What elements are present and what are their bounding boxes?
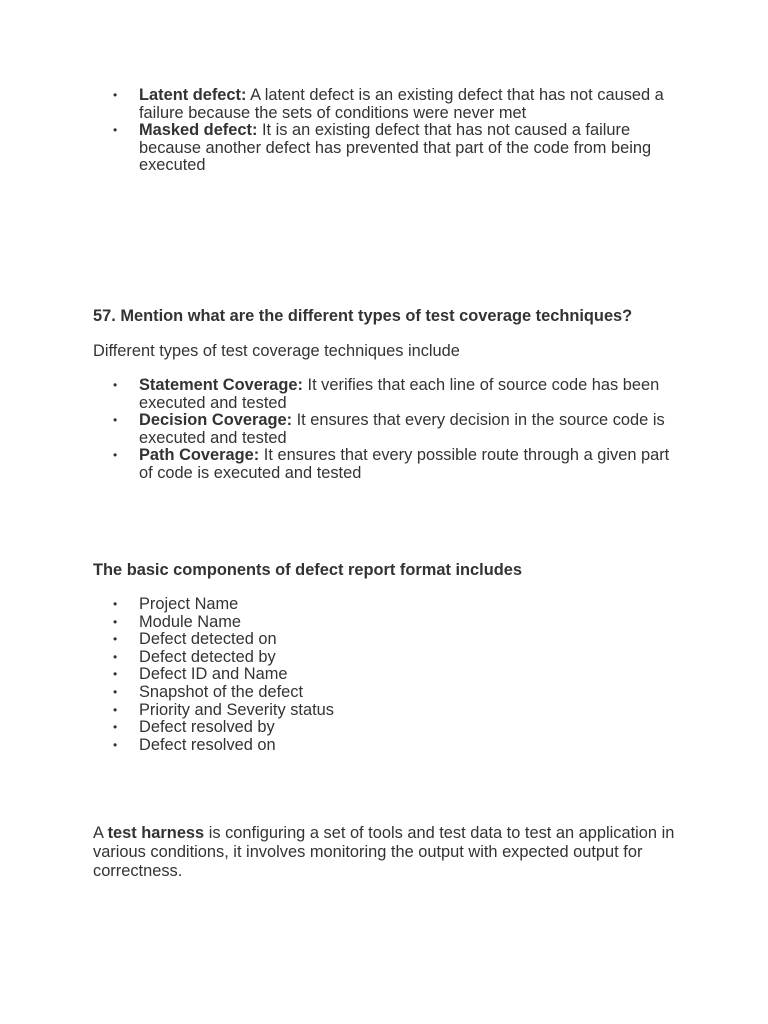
list-item	[93, 412, 673, 447]
list-item	[93, 684, 673, 702]
list-item-term: Statement Coverage:	[139, 376, 303, 394]
list-item-text: Defect detected on	[139, 630, 277, 649]
bullet: •	[113, 649, 118, 664]
list-item	[93, 649, 673, 667]
list-item	[93, 631, 673, 649]
coverage-intro: Different types of test coverage techniques include	[93, 342, 460, 360]
list-item	[93, 122, 673, 175]
bullet: •	[113, 88, 118, 102]
question-57-heading: 57. Mention what are the different types of test coverage techniques?	[93, 307, 633, 325]
harness-prefix: A	[93, 824, 108, 842]
list-item	[93, 702, 673, 720]
list-item-term: Latent defect:	[139, 86, 247, 104]
harness-text: is configuring a set of tools and test data to test an application in various conditions, it involves monitoring the output with expected output for correctness.	[93, 824, 675, 880]
bullet: •	[113, 123, 118, 138]
list-item-term: Masked defect:	[139, 121, 258, 140]
list-item-text: It is an existing defect that has not caused a failure because another defect has prevented that part of the code from being executed	[139, 121, 652, 175]
list-item-text: Project Name	[139, 595, 239, 613]
list-item-text: Defect ID and Name	[139, 665, 288, 684]
defect-report-heading: The basic components of defect report format includes	[93, 561, 522, 579]
list-item	[93, 719, 673, 737]
list-item-text: A latent defect is an existing defect that has not caused a failure because the sets of conditions were never met	[139, 86, 664, 122]
defect-types-list	[93, 87, 673, 175]
list-item	[93, 666, 673, 684]
defect-report-list	[93, 596, 673, 754]
list-item	[93, 447, 673, 482]
list-item	[93, 377, 673, 412]
list-item-text: Snapshot of the defect	[139, 682, 304, 701]
bullet: •	[113, 684, 118, 699]
list-item-term: Path Coverage:	[139, 446, 260, 465]
bullet: •	[113, 737, 118, 752]
bullet: •	[113, 378, 118, 392]
list-item	[93, 737, 673, 755]
list-item-text: It verifies that each line of source code has been executed and tested	[139, 376, 660, 412]
list-item	[93, 614, 673, 632]
bullet: •	[113, 720, 118, 735]
list-item-text: It ensures that every possible route through a given part of code is executed and tested	[139, 446, 670, 482]
list-item	[93, 596, 673, 614]
bullet: •	[113, 597, 118, 611]
bullet: •	[113, 702, 118, 717]
bullet: •	[113, 614, 118, 629]
test-harness-paragraph	[93, 824, 683, 881]
bullet: •	[113, 448, 118, 463]
list-item-text: It ensures that every decision in the source code is executed and tested	[139, 411, 665, 447]
harness-term: test harness	[107, 824, 205, 842]
coverage-techniques-list	[93, 377, 673, 483]
list-item-term: Decision Coverage:	[139, 411, 293, 430]
bullet: •	[113, 413, 118, 428]
list-item-text: Defect detected by	[139, 647, 276, 666]
list-item	[93, 87, 673, 122]
bullet: •	[113, 667, 118, 682]
list-item-text: Defect resolved by	[139, 718, 275, 737]
bullet: •	[113, 632, 118, 647]
list-item-text: Priority and Severity status	[139, 700, 334, 719]
list-item-text: Module Name	[139, 612, 242, 631]
list-item-text: Defect resolved on	[139, 735, 276, 754]
